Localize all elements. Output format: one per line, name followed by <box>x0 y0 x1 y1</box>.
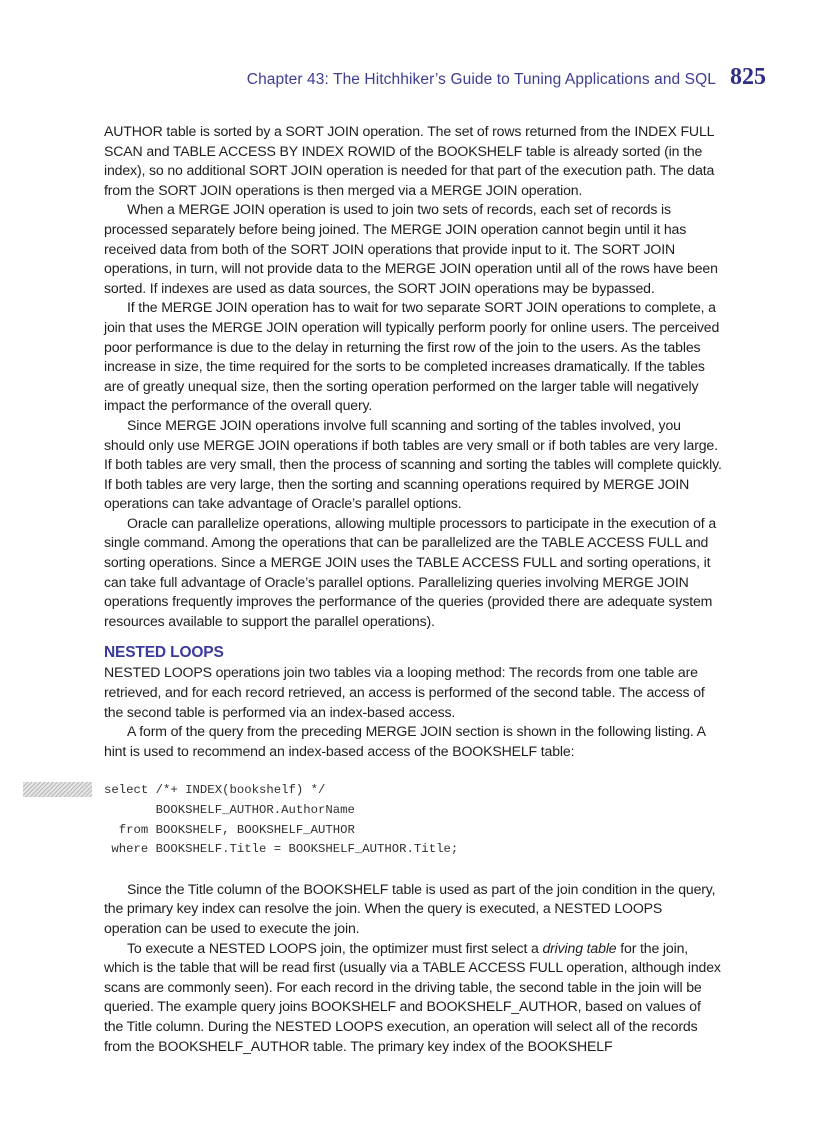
chapter-title: Chapter 43: The Hitchhiker’s Guide to Tuning Applications and SQL <box>246 71 716 88</box>
code-line: from BOOKSHELF, BOOKSHELF_AUTHOR <box>104 822 355 837</box>
body-text <box>104 122 722 1056</box>
paragraph-6: NESTED LOOPS operations join two tables via a looping method: The records from one table are retrieved, and for each record retrieved, an access is performed of the second table. The access of the second table is performed via an index-based access. <box>104 664 705 720</box>
paragraph-1: AUTHOR table is sorted by a SORT JOIN operation. The set of rows returned from the INDEX FULL SCAN and TABLE ACCESS BY INDEX ROWID of the BOOKSHELF table is already sorted (in the index), so no additional SORT JOIN operation is needed for that part of the execution path. The data from the SORT JOIN operations is then merged via a MERGE JOIN operation. <box>104 123 715 198</box>
code-listing-marker <box>23 782 92 797</box>
paragraph-9-start: To execute a NESTED LOOPS join, the optimizer must first select a <box>127 939 543 956</box>
code-line: select /*+ INDEX(bookshelf) */ <box>104 783 326 798</box>
code-line: BOOKSHELF_AUTHOR.AuthorName <box>104 803 355 817</box>
code-listing <box>104 781 722 859</box>
paragraph-9-end: for the join, which is the table that will be read first (usually via a TABLE ACCESS FULL operation, although index scans are commonly seen). For each record in the driving table, the second table in the join will be queried. The example query joins BOOKSHELF and BOOKSHELF_AUTHOR, based on values of the Title column. During the NESTED LOOPS execution, an operation will select all of the records from the BOOKSHELF_AUTHOR table. The primary key index of the BOOKSHELF <box>104 939 721 1054</box>
page-number: 825 <box>730 64 766 90</box>
section-heading-nested-loops: NESTED LOOPS <box>104 644 224 662</box>
paragraph-3: If the MERGE JOIN operation has to wait for two separate SORT JOIN operations to complete, a join that uses the MERGE JOIN operation will typically perform poorly for online users. The perceived poor performance is due to the delay in returning the first row of the join to the users. As the tables increase in size, the time required for the sorts to be completed increases dramatically. If the tables are of greatly unequal size, then the sorting operation performed on the larger table will negatively impact the performance of the overall query. <box>104 299 720 414</box>
paragraph-5: Oracle can parallelize operations, allowing multiple processors to participate in the execution of a single command. Among the operations that can be parallelized are the TABLE ACCESS FULL and sorting operations. Since a MERGE JOIN uses the TABLE ACCESS FULL and sorting operations, it can take full advantage of Oracle’s parallel options. Parallelizing queries involving MERGE JOIN operations frequently improves the performance of the queries (provided there are adequate system resources available to support the parallel operations). <box>104 514 717 629</box>
paragraph-7: A form of the query from the preceding MERGE JOIN section is shown in the following listing. A hint is used to recommend an index-based access of the BOOKSHELF table: <box>104 723 706 759</box>
paragraph-9 <box>104 939 722 1057</box>
paragraph-4: Since MERGE JOIN operations involve full scanning and sorting of the tables involved, you should only use MERGE JOIN operations if both tables are very small or if both tables are very large. If both tables are very small, then the process of scanning and sorting the tables will complete quickly. If both tables are very large, then the sorting and scanning operations required by MERGE JOIN operations can take advantage of Oracle’s parallel options. <box>104 416 722 512</box>
driving-table-term: driving table <box>542 939 617 956</box>
running-header <box>247 64 766 91</box>
paragraph-8: Since the Title column of the BOOKSHELF table is used as part of the join condition in the query, the primary key index can resolve the join. When the query is executed, a NESTED LOOPS operation can be used to execute the join. <box>104 880 716 936</box>
paragraph-2: When a MERGE JOIN operation is used to join two sets of records, each set of records is processed separately before being joined. The MERGE JOIN operation cannot begin until it has received data from both of the SORT JOIN operations that provide input to it. The SORT JOIN operations, in turn, will not provide data to the MERGE JOIN operation until all of the rows have been sorted. If indexes are used as data sources, the SORT JOIN operations may be bypassed. <box>104 201 718 296</box>
code-line: where BOOKSHELF.Title = BOOKSHELF_AUTHOR.Title; <box>104 842 459 857</box>
